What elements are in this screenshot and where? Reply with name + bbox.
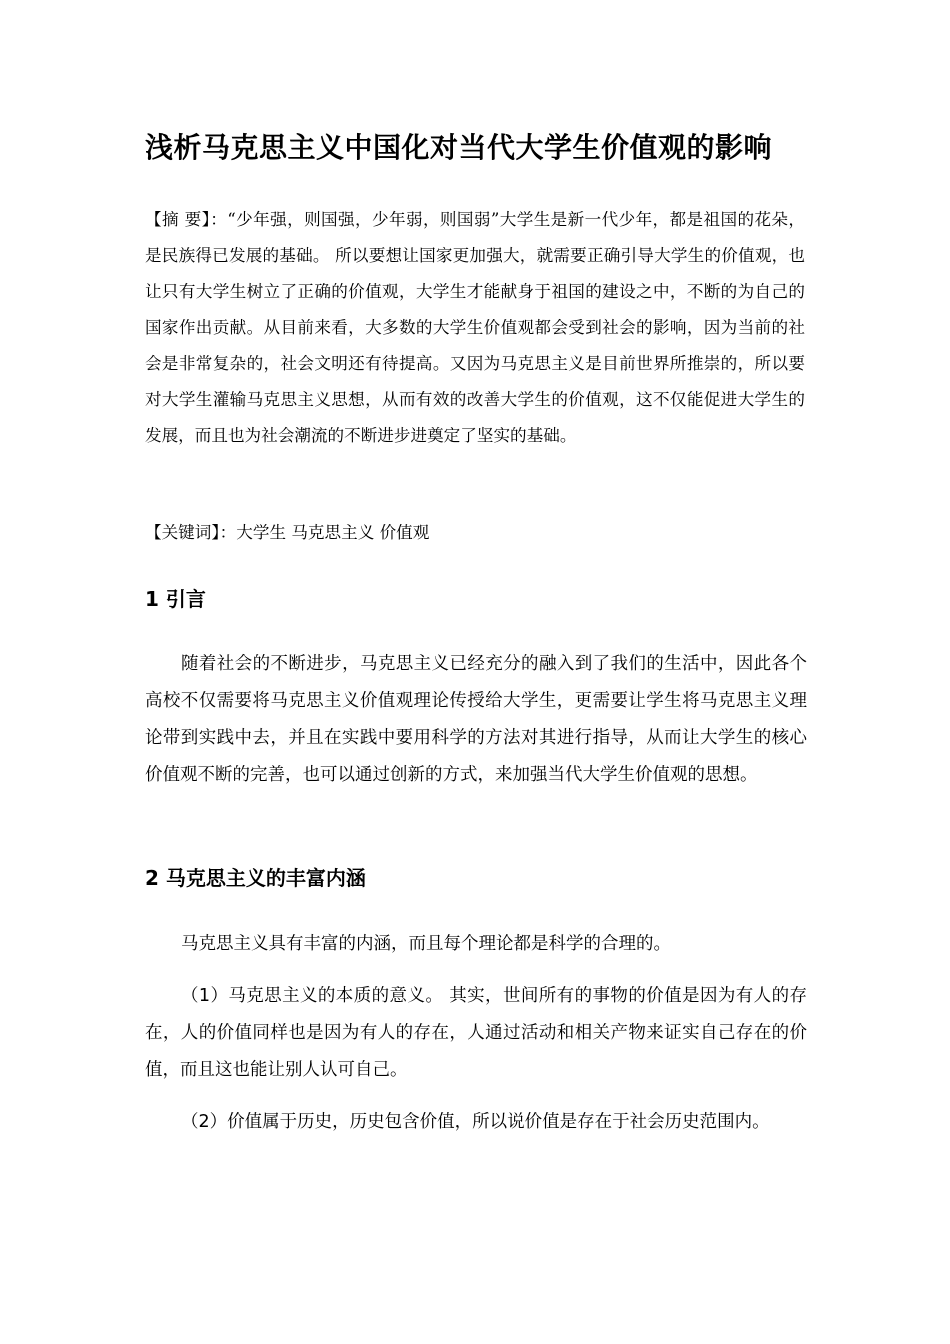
paragraph: 随着社会的不断进步，马克思主义已经充分的融入到了我们的生活中，因此各个高校不仅需要将马克思主义价值观理论传授给大学生，更需要让学生将马克思主义理论带到实践中去，并且在实践中要用科学的方法对其进行指导，从而让大学生的核心价值观不断的完善，也可以通过创新的方式，来加强当代大学生价值观的思想。 — [145, 654, 807, 785]
abstract — [145, 202, 805, 454]
paragraph: （1）马克思主义的本质的意义。 其实，世间所有的事物的价值是因为有人的存在，人的价值同样也是因为有人的存在，人通过活动和相关产物来证实自己存在的价值，而且这也能让别人认可自己。 — [145, 986, 807, 1080]
keywords — [145, 515, 805, 551]
abstract-label: 【摘 要】： — [145, 210, 228, 229]
keywords-text: 大学生 马克思主义 价值观 — [236, 523, 430, 542]
paragraph: （2）价值属于历史，历史包含价值，所以说价值是存在于社会历史范围内。 — [181, 1112, 770, 1132]
abstract-text: “少年强，则国强，少年弱，则国弱”大学生是新一代少年，都是祖国的花朵，是民族得已发展的基础。 所以要想让国家更加强大，就需要正确引导大学生的价值观，也让只有大学生树立了正确的价值观，大学生才能献身于祖国的建设之中，不断的为自己的国家作出贡献。从目前来看，大多数的大学生价值观都会受到社会的影响，因为当前的社会是非常复杂的，社会文明还有待提高。又因为马克思主义是目前世界所推崇的，所以要对大学生灌输马克思主义思想，从而有效的改善大学生的价值观，这不仅能促进大学生的发展，而且也为社会潮流的不断进步进奠定了坚实的基础。 — [145, 210, 806, 445]
paper-title: 浅析马克思主义中国化对当代大学生价值观的影响 — [145, 131, 773, 164]
keywords-label: 【关键词】： — [145, 523, 237, 542]
paragraph: 马克思主义具有丰富的内涵，而且每个理论都是科学的合理的。 — [181, 934, 671, 954]
section-heading-introduction: 1 引言 — [145, 587, 206, 611]
section-heading-marxism-connotation: 2 马克思主义的丰富内涵 — [145, 866, 366, 890]
